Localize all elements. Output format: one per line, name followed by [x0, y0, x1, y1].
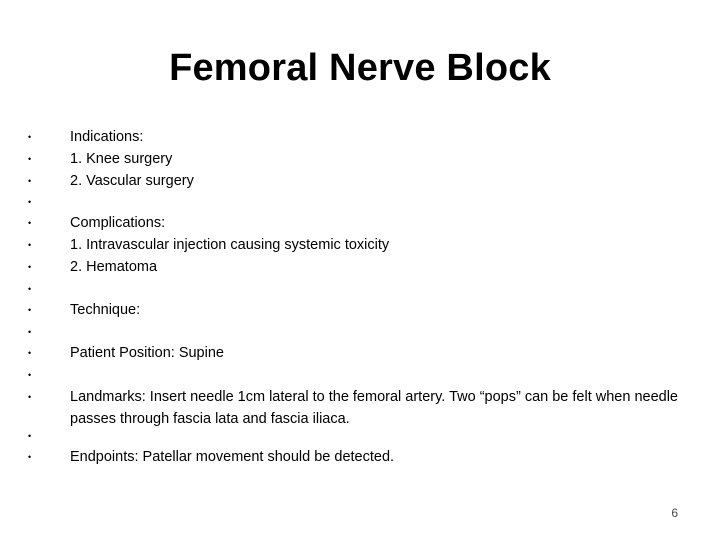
- landmarks-label: Landmarks:: [70, 389, 146, 405]
- patient-position-line: [70, 342, 224, 364]
- page-number: 6: [671, 506, 678, 520]
- bullet-icon: •: [28, 392, 32, 402]
- bullet-item: [28, 342, 44, 364]
- bullet-icon: •: [28, 305, 32, 315]
- bullet-item: [28, 321, 44, 343]
- bullet-icon: •: [28, 154, 32, 164]
- bullet-item: [28, 148, 44, 170]
- bullet-icon: •: [28, 348, 32, 358]
- bullet-item: [28, 191, 44, 213]
- bullet-icon: •: [28, 176, 32, 186]
- indication-item: 2. Vascular surgery: [70, 173, 194, 189]
- bullet-item: [28, 170, 44, 192]
- patient-position-value: Supine: [174, 345, 224, 361]
- complication-item: 2. Hematoma: [70, 259, 158, 275]
- endpoints-value: Patellar movement should be detected.: [138, 449, 395, 465]
- bullet-item: [28, 299, 44, 321]
- bullet-icon: •: [28, 262, 32, 272]
- endpoints-line: [70, 446, 394, 468]
- bullet-icon: •: [28, 284, 32, 294]
- landmarks-line: [70, 386, 690, 430]
- technique-heading: Technique:: [70, 302, 141, 318]
- complication-item: 1. Intravascular injection causing systemic toxicity: [70, 237, 390, 253]
- bullet-item: [28, 425, 44, 447]
- bullet-item: [28, 256, 44, 278]
- bullet-icon: •: [28, 197, 32, 207]
- bullet-item: [28, 234, 44, 256]
- complications-heading: Complications:: [70, 215, 166, 231]
- bullet-item: [28, 126, 44, 148]
- patient-position-label: Patient Position:: [70, 345, 175, 361]
- bullet-icon: •: [28, 327, 32, 337]
- indications-heading: Indications:: [70, 129, 144, 145]
- bullet-item: [28, 278, 44, 300]
- landmarks-value: Insert needle 1cm lateral to the femoral artery. Two “pops” can be felt when needle passes through fascia lata and fascia iliaca.: [70, 389, 678, 427]
- bullet-icon: •: [28, 452, 32, 462]
- endpoints-label: Endpoints:: [70, 449, 139, 465]
- bullet-icon: •: [28, 370, 32, 380]
- bullet-item: [28, 212, 44, 234]
- bullet-icon: •: [28, 240, 32, 250]
- bullet-item: [28, 446, 44, 468]
- slide-title: Femoral Nerve Block: [169, 47, 551, 89]
- indication-item: 1. Knee surgery: [70, 151, 173, 167]
- bullet-icon: •: [28, 431, 32, 441]
- bullet-item: [28, 364, 44, 386]
- bullet-item: [28, 386, 44, 408]
- bullet-icon: •: [28, 132, 32, 142]
- bullet-icon: •: [28, 218, 32, 228]
